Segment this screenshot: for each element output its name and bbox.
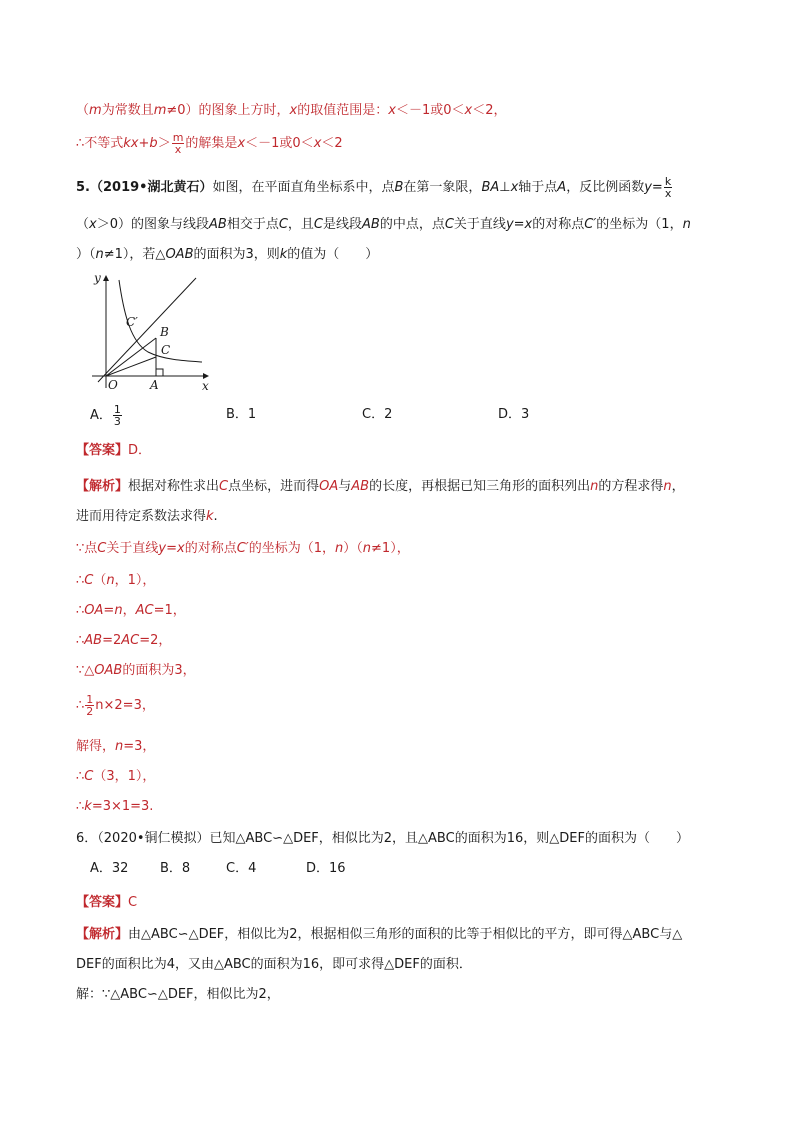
q6-option-b: B．8 (160, 861, 191, 876)
prev-solution-line-2: ∴不等式kx+b＞ $\frac{m}{x}$ 的解集是x＜－1或0＜x＜2 (76, 131, 343, 156)
q6-analysis-line-1: 【解析】由△ABC∽△DEF，相似比为2，根据相似三角形的面积的比等于相似比的平方，即可得△ABC与△ (76, 927, 683, 942)
q5-option-d: D．3 (498, 407, 530, 422)
q5-stem-line-1: 5.（2019•湖北黄石）如图，在平面直角坐标系中，点B在第一象限，BA⊥x轴于点A，反比例函数y= $\frac{k}{x}$ (76, 175, 672, 200)
segment-OB (106, 338, 156, 376)
fraction-m-over-x: $\frac{m}{x}$ (172, 131, 184, 156)
q5-stem-line-2: （x＞0）的图象与线段AB相交于点C，且C是线段AB的中点，点C关于直线y=x的对称点C′的坐标为（1，n (76, 217, 691, 232)
right-angle-mark (156, 369, 163, 376)
q5-answer: 【答案】D． (76, 443, 152, 458)
q6-option-d: D．16 (306, 861, 346, 876)
q6-analysis-line-3: 解：∵△ABC∽△DEF，相似比为2， (76, 987, 280, 1002)
label-C-prime: C′ (126, 315, 138, 329)
q6-option-a: A．32 (90, 861, 129, 876)
q5-option-a: A． $\frac{1}{3}$ (90, 403, 121, 428)
q5-step-6: ∴ $\frac{1}{2}$ n×2=3， (76, 693, 155, 718)
q6-answer: 【答案】C (76, 895, 138, 910)
q5-step-7: 解得，n=3， (76, 739, 156, 754)
q5-stem-line-3: ）（n≠1），若△OAB的面积为3，则k的值为（ ） (76, 247, 379, 262)
q5-option-b: B．1 (226, 407, 257, 422)
coordinate-figure (86, 270, 218, 392)
label-O: O (108, 378, 118, 392)
q5-analysis-line-2: 进而用待定系数法求得k. (76, 509, 218, 524)
prev-solution-line-1: （m为常数且m≠0）的图象上方时，x的取值范围是：x＜－1或0＜x＜2， (76, 103, 507, 118)
label-C: C (161, 343, 171, 357)
q6-option-c: C．4 (226, 861, 257, 876)
q5-step-1: ∵点C关于直线y=x的对称点C′的坐标为（1，n）（n≠1）， (76, 541, 410, 556)
q5-option-c: C．2 (362, 407, 393, 422)
q5-step-8: ∴C（3，1）， (76, 769, 156, 784)
fraction-one-third: $\frac{1}{3}$ (113, 403, 121, 428)
line-y-equals-x (98, 278, 196, 382)
q6-stem: 6．（2020•铜仁模拟）已知△ABC∽△DEF，相似比为2，且△ABC的面积为16，则△DEF的面积为（ ） (76, 831, 689, 846)
label-B: B (160, 325, 169, 339)
q5-step-4: ∴AB=2AC=2， (76, 633, 172, 648)
q5-step-3: ∴OA=n，AC=1， (76, 603, 186, 618)
segment-OC (106, 357, 156, 376)
q5-step-2: ∴C（n，1）， (76, 573, 156, 588)
label-x: x (202, 379, 209, 392)
q5-step-5: ∵△OAB的面积为3， (76, 663, 196, 678)
label-y: y (94, 271, 101, 285)
q6-analysis-line-2: DEF的面积比为4，又由△ABC的面积为16，即可求得△DEF的面积． (76, 957, 472, 972)
label-A: A (150, 378, 159, 392)
q5-step-9: ∴k=3×1=3. (76, 799, 154, 814)
fraction-k-over-x: $\frac{k}{x}$ (664, 175, 672, 200)
q5-analysis-line-1: 【解析】根据对称性求出C点坐标，进而得OA与AB的长度，再根据已知三角形的面积列出n的方程求得n， (76, 479, 685, 494)
fraction-one-half: $\frac{1}{2}$ (86, 693, 94, 718)
